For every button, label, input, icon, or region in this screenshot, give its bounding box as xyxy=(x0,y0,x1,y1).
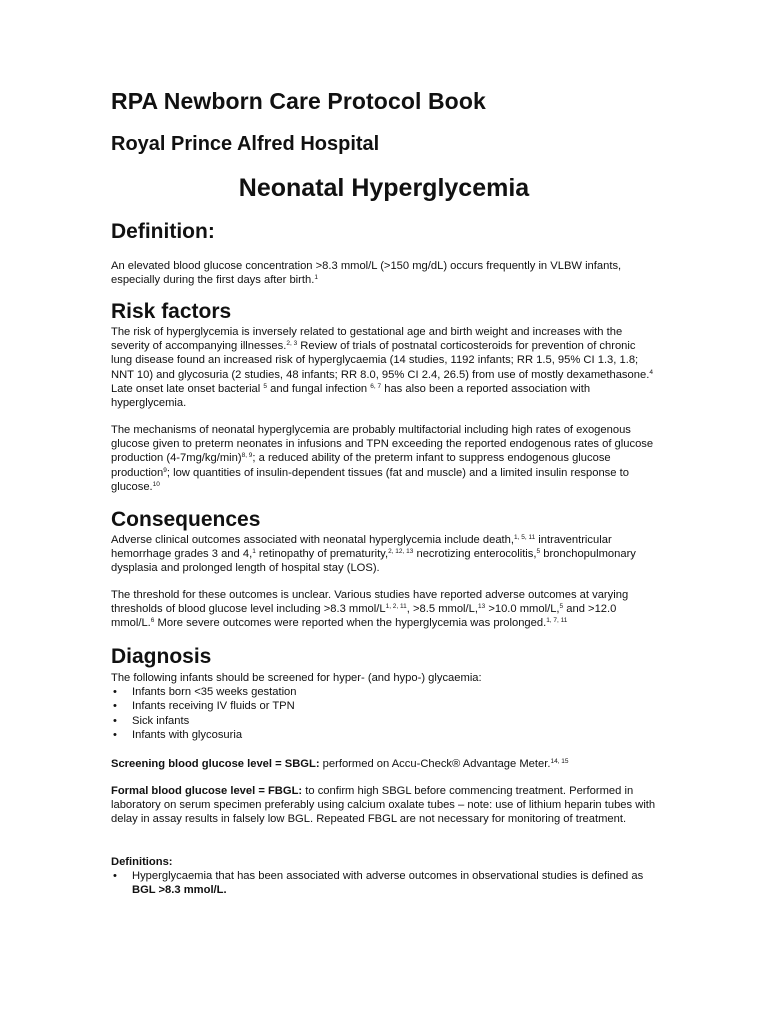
definitions-list xyxy=(111,869,659,897)
consequences-heading: Consequences xyxy=(111,508,261,531)
hospital-name: Royal Prince Alfred Hospital xyxy=(111,133,380,155)
diagnosis-heading: Diagnosis xyxy=(111,645,212,668)
definition-heading: Definition: xyxy=(111,220,215,243)
diagnosis-block xyxy=(111,671,659,742)
page-title: Neonatal Hyperglycemia xyxy=(238,174,530,202)
list-item: • Sick infants xyxy=(111,714,659,728)
definition-paragraph: An elevated blood glucose concentration >8.3 mmol/L (>150 mg/dL) occurs frequently in VLBW infants, especially during the first days after birth.$^1$ xyxy=(111,260,622,287)
list-item: • Hyperglycaemia that has been associated with adverse outcomes in observational studies is defined as BGL >8.3 mmol/L. xyxy=(111,869,659,897)
fbgl-paragraph: Formal blood glucose level = FBGL: to confirm high SBGL before commencing treatment. Performed in laboratory on serum specimen preferably using calcium oxalate tubes – note: use of lithium heparin tubes with delay in assay results in falsely low BGL. Repeated FBGL are not necessary for monitoring of treatment. xyxy=(111,785,656,826)
risk-paragraph-1: The risk of hyperglycemia is inversely related to gestational age and birth weight and increases with the severity of accompanying illnesses.$^{2, 3}$ Review of trials of postnatal corticosteroids for prevention of chronic lung disease found an increased risk of hyperglycaemia (14 studies, 1192 infants; RR 1.5, 95% CI 1.3, 1.8; NNT 10) and glycosuria (2 studies, 48 infants; RR 8.0, 95% CI 2.4, 26.5) from use of mostly dexamethasone.$^4$ Late onset late onset bacterial $^5$ and fungal infection $^{6, 7}$ has also been a reported association with hyperglycemia. xyxy=(111,326,653,410)
definitions-block xyxy=(111,855,659,898)
sbgl-paragraph: Screening blood glucose level = SBGL: performed on Accu-Check® Advantage Meter.$^{14, 15}$ xyxy=(111,758,569,770)
risk-factors-heading: Risk factors xyxy=(111,300,232,323)
screening-list xyxy=(111,685,659,742)
consequences-paragraph-1: Adverse clinical outcomes associated with neonatal hyperglycemia include death,$^{1, 5, 11}$ intraventricular hemorrhage grades 3 and 4,$^1$ retinopathy of prematurity,$^{2, 12, 13}$ necrotizing enterocolitis,$^5$ bronchopulmonary dysplasia and prolonged length of hospital stay (LOS). xyxy=(111,534,636,575)
list-item: • Infants born <35 weeks gestation xyxy=(111,685,659,699)
list-item: • Infants receiving IV fluids or TPN xyxy=(111,699,659,713)
risk-paragraph-2: The mechanisms of neonatal hyperglycemia are probably multifactorial including high rates of exogenous glucose given to preterm neonates in infusions and TPN exceeding the reported endogenous rates of glucose production $(4-7mg/kg/\min)^{8, 9}$; a reduced ability of the preterm infant to suppress endogenous glucose production$^9$; low quantities of insulin-dependent tissues (fat and muscle) and a limited insulin response to glucose.$^{10}$ xyxy=(111,424,654,493)
diagnosis-intro: The following infants should be screened for hyper- (and hypo-) glycaemia: xyxy=(111,672,482,684)
consequences-paragraph-2: The threshold for these outcomes is unclear. Various studies have reported adverse outcomes at varying thresholds of blood glucose level including >8.3 mmol/$L^{1, 2, 11}$, >8.5 mmol/L,$^{13}$ >10.0 mmol/L,$^5$ and >12.0 mmol/L.$^6$ More severe outcomes were reported when the hyperglycemia was prolonged.$^{1, 7, 11}$ xyxy=(111,589,629,630)
definitions-heading: Definitions: xyxy=(111,856,173,868)
book-title: RPA Newborn Care Protocol Book xyxy=(111,88,486,114)
list-item: • Infants with glycosuria xyxy=(111,728,659,742)
